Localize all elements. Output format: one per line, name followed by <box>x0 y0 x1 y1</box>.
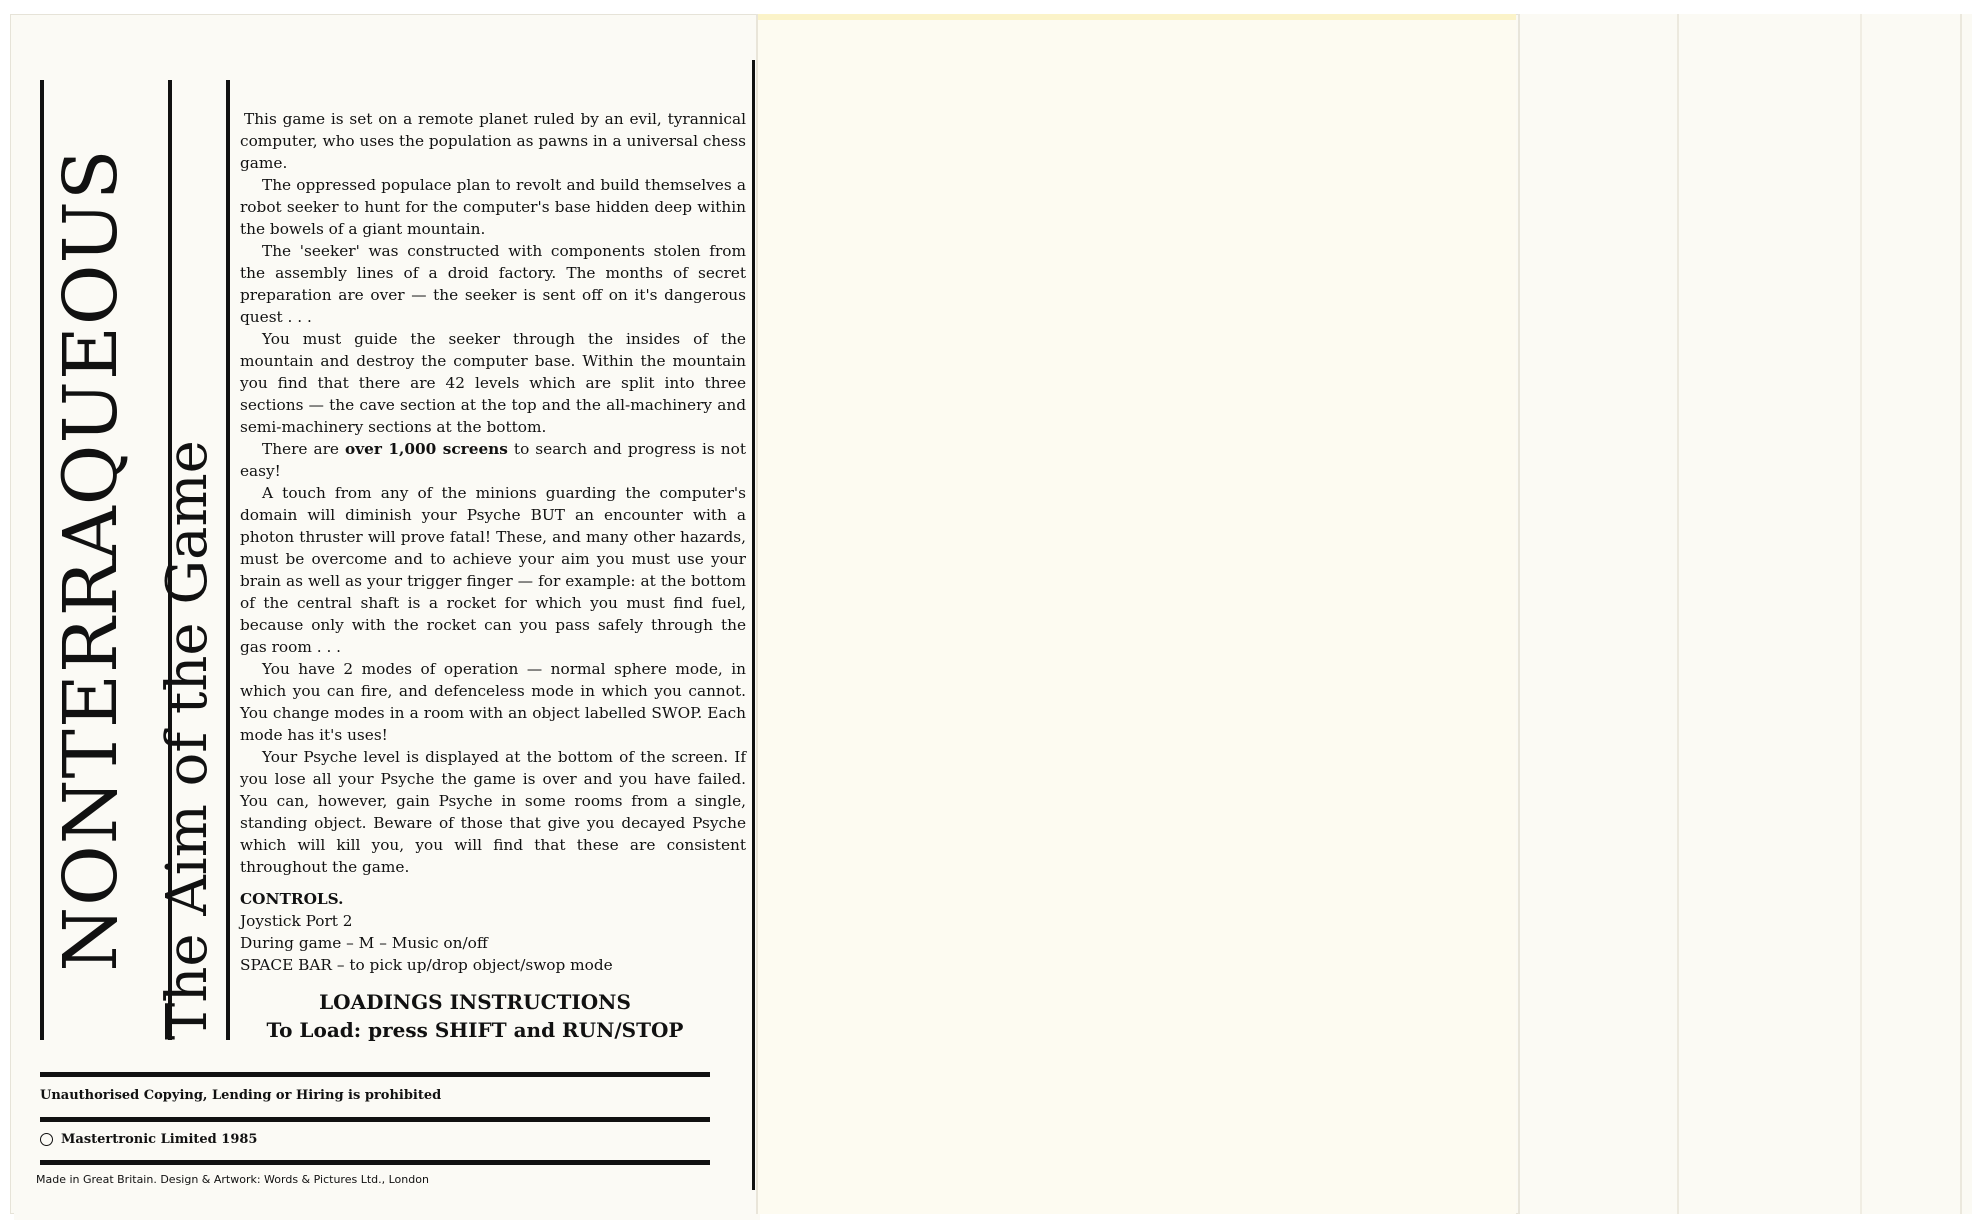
paragraph: The oppressed populace plan to revolt and build themselves a robot seeker to hunt for the computer's base hidden deep within the bowels of a giant mountain. <box>240 176 746 238</box>
screens-text-after: to search and progress is not easy! <box>240 440 747 480</box>
paragraph: You have 2 modes of operation — normal sphere mode, in which you can fire, and defenceless mode in which you cannot. You change modes in a room with an object labelled SWOP. Each mode has it's uses! <box>240 660 746 744</box>
footer-rule <box>40 1072 710 1077</box>
footer-rule <box>40 1117 710 1122</box>
loading-heading: LOADINGS INSTRUCTIONS <box>319 990 631 1014</box>
paragraph-screens <box>240 438 746 482</box>
panel-divider <box>752 60 755 1190</box>
controls-line: During game – M – Music on/off <box>240 934 488 952</box>
publisher-name: Mastertronic Limited 1985 <box>61 1132 258 1147</box>
text-border <box>226 80 230 1040</box>
publisher-line <box>40 1132 257 1147</box>
instructions-body <box>240 108 746 878</box>
screens-text-before: There are <box>262 440 345 458</box>
inlay-edge-tint <box>758 14 1516 20</box>
loading-instruction: To Load: press SHIFT and RUN/STOP <box>266 1018 684 1042</box>
controls-section <box>240 888 746 976</box>
screens-bold: over 1,000 screens <box>345 440 508 458</box>
inlay-blank-panel <box>758 14 1516 1214</box>
paragraph: The 'seeker' was constructed with components stolen from the assembly lines of a droid factory. The months of secret preparation are over — the seeker is sent off on it's dangerous quest . . . <box>240 242 746 326</box>
fold-crease <box>756 14 758 1214</box>
section-title: The Aim of the Game <box>155 440 220 1040</box>
copy-notice: Unauthorised Copying, Lending or Hiring is prohibited <box>40 1088 442 1103</box>
fold-crease <box>1518 14 1520 1214</box>
fold-crease <box>1860 14 1862 1214</box>
title-border-left <box>40 80 44 1040</box>
loading-section <box>240 988 710 1044</box>
credits-line: Made in Great Britain. Design & Artwork: Words & Pictures Ltd., London <box>36 1173 429 1186</box>
copyright-circle-icon <box>40 1133 53 1146</box>
paragraph: Your Psyche level is displayed at the bottom of the screen. If you lose all your Psyche the game is over and you have failed. You can, however, gain Psyche in some rooms from a single, standing object. Beware of those that give you decayed Psyche which will kill you, you will find that these are consistent throughout the game. <box>240 748 746 876</box>
paragraph: A touch from any of the minions guarding the computer's domain will diminish your Psyche BUT an encounter with a photon thruster will prove fatal! These, and many other hazards, must be overcome and to achieve your aim you must use your brain as well as your trigger finger — for example: at the bottom of the central shaft is a rocket for which you must find fuel, because only with the rocket can you pass safely through the gas room . . . <box>240 484 746 656</box>
inlay-spine-panel <box>1518 14 1972 1214</box>
fold-crease <box>1677 14 1679 1214</box>
controls-heading: CONTROLS. <box>240 890 344 908</box>
paragraph: This game is set on a remote planet ruled by an evil, tyrannical computer, who uses the population as pawns in a universal chess game. <box>240 110 746 172</box>
paragraph: You must guide the seeker through the insides of the mountain and destroy the computer base. Within the mountain you find that there are 42 levels which are split into three sections — the cave section at the top and the all-machinery and semi-machinery sections at the bottom. <box>240 330 746 436</box>
footer-rule <box>40 1160 710 1165</box>
controls-line: SPACE BAR – to pick up/drop object/swop mode <box>240 956 613 974</box>
controls-line: Joystick Port 2 <box>240 912 353 930</box>
fold-crease <box>1960 14 1962 1214</box>
game-title: NONTERRAQUEOUS <box>48 148 134 972</box>
